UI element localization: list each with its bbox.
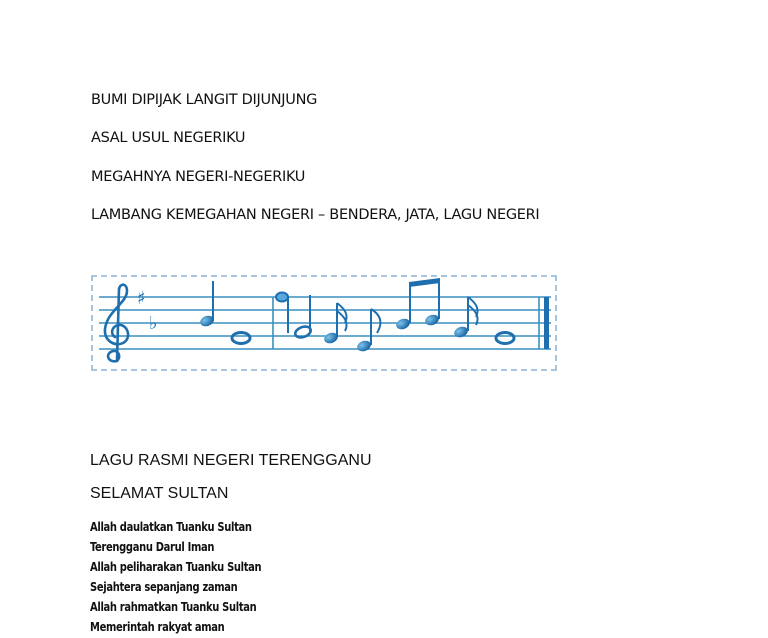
whole-note-icon: [496, 333, 514, 344]
music-staff-icon: [93, 277, 559, 373]
eighth-note-icon: [356, 309, 381, 353]
half-note-icon: [294, 295, 312, 339]
topic-heading: LAMBANG KEMEGAHAN NEGERI – BENDERA, JATA, LAGU NEGERI: [91, 206, 540, 223]
lyric-line: Memerintah rakyat aman: [90, 620, 225, 634]
quarter-note-icon: [199, 281, 216, 328]
topic-list: [91, 90, 539, 243]
anthem-heading: LAGU RASMI NEGERI TERENGGANU: [90, 452, 372, 469]
lyrics-list: [90, 518, 276, 638]
sixteenth-note-icon: [453, 297, 478, 339]
music-staff-illustration: [91, 275, 557, 371]
lyric-line: Terengganu Darul Iman: [90, 540, 215, 554]
lyric-line: Allah peliharakan Tuanku Sultan: [90, 560, 262, 574]
topic-heading: BUMI DIPIJAK LANGIT DIJUNJUNG: [91, 92, 318, 108]
anthem-title: SELAMAT SULTAN: [90, 485, 229, 502]
half-note-icon: [276, 293, 288, 334]
lyric-line: Allah daulatkan Tuanku Sultan: [90, 520, 252, 534]
topic-heading: MEGAHNYA NEGERI-NEGERIKU: [91, 168, 306, 185]
lyric-line: Allah rahmatkan Tuanku Sultan: [90, 600, 257, 614]
flat-icon: ♭: [149, 313, 158, 334]
sharp-icon: ♯: [137, 288, 146, 309]
final-bar-thick: [544, 297, 549, 349]
whole-note-icon: [232, 333, 250, 344]
topic-heading: ASAL USUL NEGERIKU: [91, 130, 246, 147]
lyric-line: Sejahtera sepanjang zaman: [90, 580, 238, 594]
